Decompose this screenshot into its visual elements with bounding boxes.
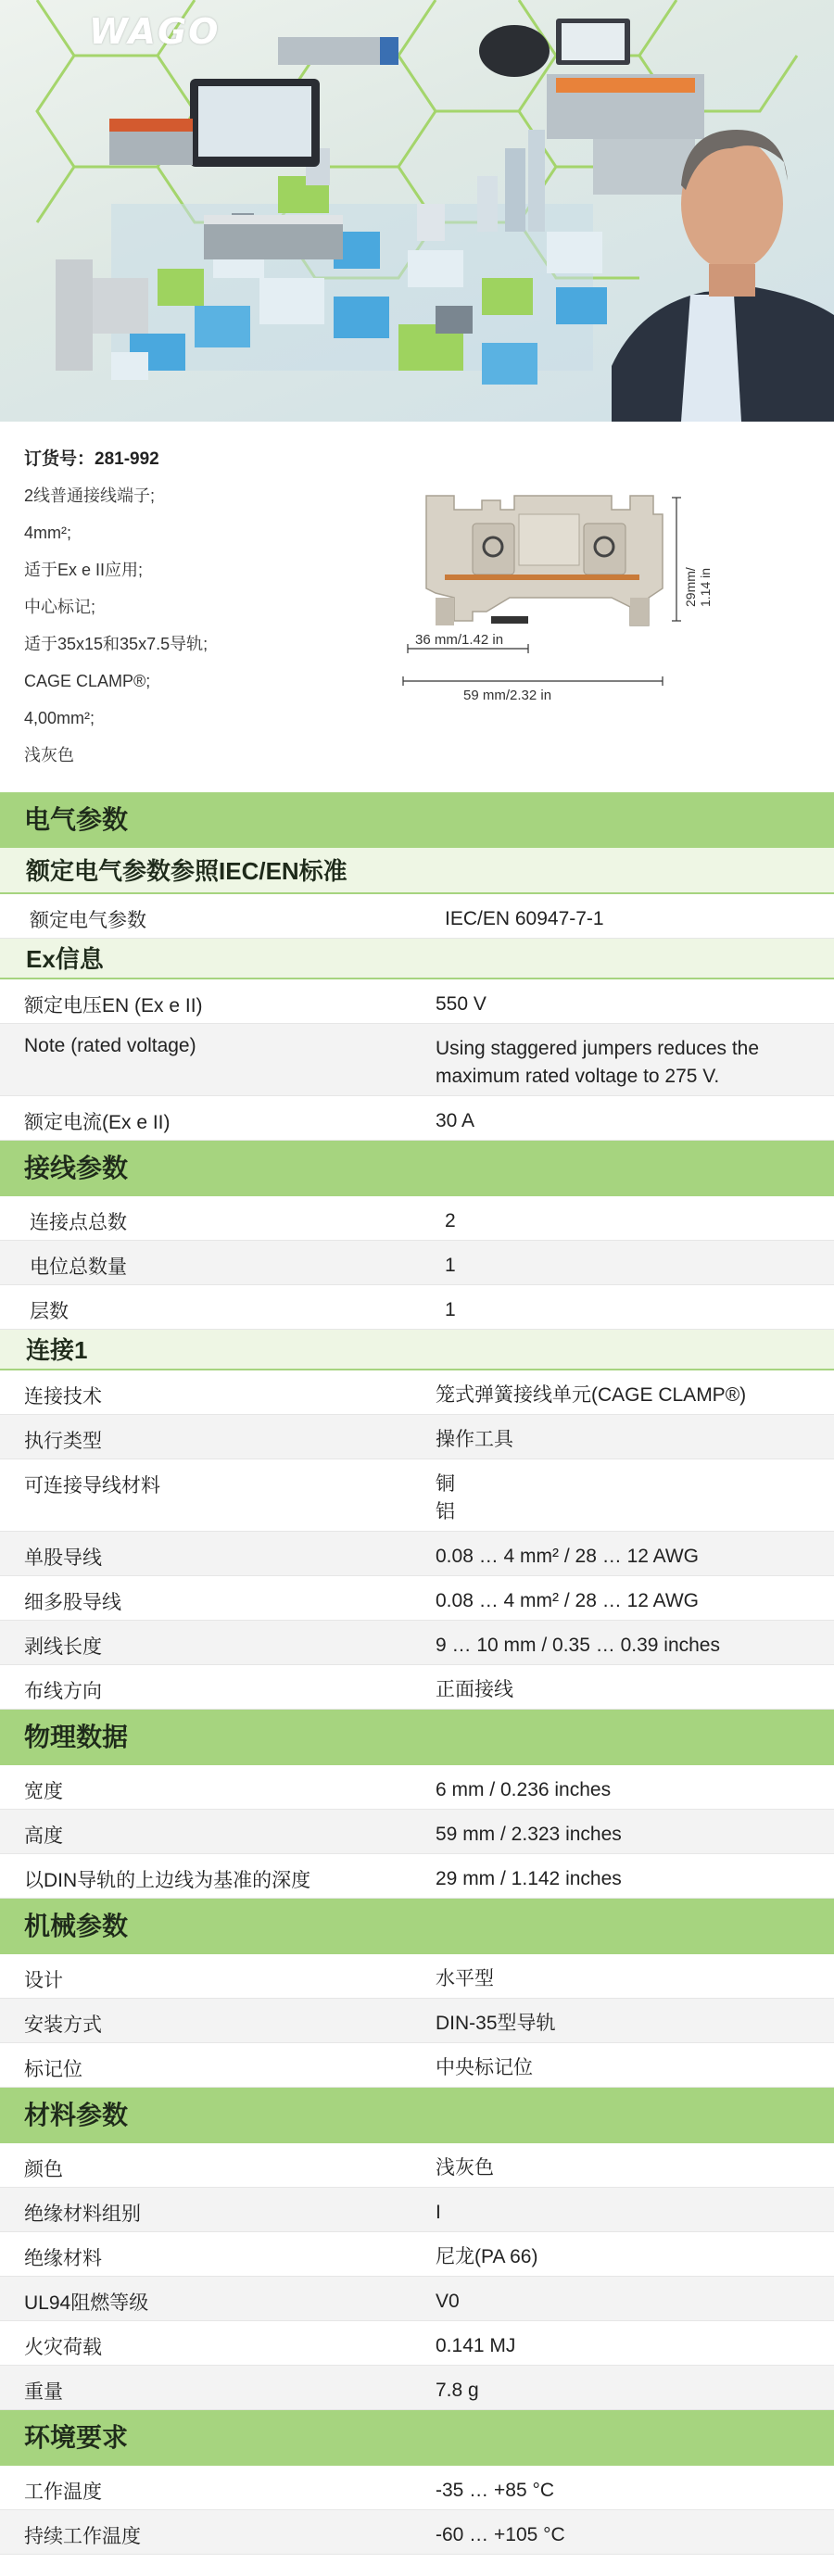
spec-key: 工作温度 xyxy=(24,2481,102,2503)
order-number: 订货号：281-992 xyxy=(24,449,159,469)
spec-row xyxy=(0,1532,834,1576)
spec-value: 1 xyxy=(445,1255,456,1276)
spec-row xyxy=(0,1459,834,1532)
section-header: 物理数据 xyxy=(0,1710,834,1765)
spec-key: 连接技术 xyxy=(24,1386,102,1408)
product-summary-line: 4mm²; xyxy=(24,524,71,542)
spec-row xyxy=(0,2466,834,2510)
spec-row xyxy=(0,2366,834,2410)
spec-row xyxy=(0,1241,834,1285)
spec-key: 执行类型 xyxy=(24,1431,102,1452)
spec-key: 宽度 xyxy=(24,1781,63,1802)
spec-group xyxy=(0,1196,834,1330)
spec-key: 绝缘材料组别 xyxy=(24,2203,141,2225)
spec-value: 9 … 10 mm / 0.35 … 0.39 inches xyxy=(436,1635,720,1656)
spec-row xyxy=(0,1576,834,1621)
spec-value: 尼龙(PA 66) xyxy=(436,2246,538,2267)
product-summary-line: 中心标记; xyxy=(24,598,96,616)
spec-value: 30 A xyxy=(436,1110,475,1131)
product-summary-line: 浅灰色 xyxy=(24,746,74,764)
length-dimension-label: 59 mm/2.32 in xyxy=(463,688,552,703)
section-header: 电气参数 xyxy=(0,792,834,848)
wago-logo: WAGO xyxy=(89,11,221,52)
spec-row xyxy=(0,1999,834,2043)
spec-row xyxy=(0,1854,834,1899)
spec-row xyxy=(0,1370,834,1415)
spec-group xyxy=(0,2466,834,2555)
spec-key: 颜色 xyxy=(24,2159,63,2180)
spec-value: 59 mm / 2.323 inches xyxy=(436,1824,622,1845)
spec-value: 中央标记位 xyxy=(436,2057,533,2078)
spec-row xyxy=(0,979,834,1024)
product-summary-line: 4,00mm²; xyxy=(24,709,95,727)
product-summary-line: 2线普通接线端子; xyxy=(24,486,156,505)
spec-key: Note (rated voltage) xyxy=(24,1035,196,1056)
section-header: 环境要求 xyxy=(0,2410,834,2466)
spec-value: 550 V xyxy=(436,993,486,1015)
spec-row xyxy=(0,2321,834,2366)
height-dimension-label-2: 1.14 in xyxy=(698,567,713,607)
spec-value: 2 xyxy=(445,1210,456,1231)
spec-value: 0.141 MJ xyxy=(436,2335,516,2356)
spec-key: 标记位 xyxy=(24,2059,82,2080)
spec-key: 电位总数量 xyxy=(30,1256,127,1278)
spec-key: 安装方式 xyxy=(24,2014,102,2036)
spec-group xyxy=(0,1765,834,1899)
spec-value: 正面接线 xyxy=(436,1679,513,1700)
spec-value: 浅灰色 xyxy=(436,2157,494,2178)
spec-key: 单股导线 xyxy=(24,1547,102,1569)
section-header: 材料参数 xyxy=(0,2088,834,2143)
spec-table xyxy=(0,792,834,2555)
spec-key: UL94阻燃等级 xyxy=(24,2292,149,2314)
spec-row xyxy=(0,1196,834,1241)
terminal-block-drawing xyxy=(398,459,769,737)
spec-key: 连接点总数 xyxy=(30,1212,127,1233)
spec-key: 额定电压EN (Ex e II) xyxy=(24,995,203,1017)
spec-value: -35 … +85 °C xyxy=(436,2480,555,2501)
spec-group xyxy=(0,894,834,939)
spec-row xyxy=(0,2232,834,2277)
spec-row xyxy=(0,2277,834,2321)
spec-key: 高度 xyxy=(24,1825,63,1847)
product-summary-line: CAGE CLAMP®; xyxy=(24,672,151,690)
spec-value: 7.8 g xyxy=(436,2380,479,2401)
spec-value: DIN-35型导轨 xyxy=(436,2013,556,2034)
spec-row xyxy=(0,2510,834,2555)
subsection-header: 连接1 xyxy=(0,1330,834,1370)
spec-key: 重量 xyxy=(24,2381,63,2403)
spec-key: 布线方向 xyxy=(24,1681,102,1702)
spec-value: 6 mm / 0.236 inches xyxy=(436,1779,612,1800)
spec-key: 额定电流(Ex e II) xyxy=(24,1112,171,1133)
product-summary-line: 适于Ex e II应用; xyxy=(24,561,144,579)
height-dimension-label-1: 29mm/ xyxy=(683,567,698,607)
spec-key: 剥线长度 xyxy=(24,1636,102,1658)
product-summary-line: 适于35x15和35x7.5导轨; xyxy=(24,635,208,653)
spec-row xyxy=(0,1096,834,1141)
spec-row xyxy=(0,2043,834,2088)
spec-row xyxy=(0,1621,834,1665)
spec-key: 额定电气参数 xyxy=(30,910,146,931)
spec-group xyxy=(0,1954,834,2088)
spec-value: 1 xyxy=(445,1299,456,1320)
section-header: 接线参数 xyxy=(0,1141,834,1196)
spec-group xyxy=(0,1370,834,1710)
spec-row xyxy=(0,1415,834,1459)
spec-row xyxy=(0,1665,834,1710)
spec-row xyxy=(0,894,834,939)
subsection-header: 额定电气参数参照IEC/EN标准 xyxy=(0,848,834,894)
product-summary xyxy=(24,442,376,774)
spec-key: 细多股导线 xyxy=(24,1592,121,1613)
spec-value: 操作工具 xyxy=(436,1429,513,1450)
spec-key: 层数 xyxy=(30,1301,69,1322)
spec-row xyxy=(0,1954,834,1999)
spec-value: 29 mm / 1.142 inches xyxy=(436,1868,622,1889)
spec-value: V0 xyxy=(436,2291,460,2312)
spec-row xyxy=(0,1024,834,1096)
spec-key: 火灾荷载 xyxy=(24,2337,102,2358)
spec-value: I xyxy=(436,2202,441,2223)
section-header: 机械参数 xyxy=(0,1899,834,1954)
hero-illustration xyxy=(0,0,834,422)
spec-key: 以DIN导轨的上边线为基准的深度 xyxy=(24,1870,311,1891)
spec-row xyxy=(0,2188,834,2232)
spec-key: 绝缘材料 xyxy=(24,2248,102,2269)
spec-value: 水平型 xyxy=(436,1968,494,1989)
spec-group xyxy=(0,2143,834,2410)
product-intro xyxy=(0,422,834,792)
spec-value: Using staggered jumpers reduces the maximum rated voltage to 275 V. xyxy=(436,1038,760,1088)
spec-value: 铜 铝 xyxy=(436,1473,455,1523)
spec-group xyxy=(0,979,834,1141)
spec-row xyxy=(0,1285,834,1330)
width-dimension-label: 36 mm/1.42 in xyxy=(415,632,504,648)
spec-value: 0.08 … 4 mm² / 28 … 12 AWG xyxy=(436,1546,699,1567)
spec-row xyxy=(0,1765,834,1810)
spec-key: 持续工作温度 xyxy=(24,2526,141,2547)
subsection-header: Ex信息 xyxy=(0,939,834,979)
spec-value: 0.08 … 4 mm² / 28 … 12 AWG xyxy=(436,1590,699,1611)
spec-row xyxy=(0,2143,834,2188)
spec-row xyxy=(0,1810,834,1854)
spec-value: 笼式弹簧接线单元(CAGE CLAMP®) xyxy=(436,1384,747,1406)
spec-value: IEC/EN 60947-7-1 xyxy=(445,908,604,929)
hero-banner xyxy=(0,0,834,422)
spec-value: -60 … +105 °C xyxy=(436,2524,565,2545)
spec-key: 可连接导线材料 xyxy=(24,1475,160,1496)
spec-key: 设计 xyxy=(24,1970,63,1991)
